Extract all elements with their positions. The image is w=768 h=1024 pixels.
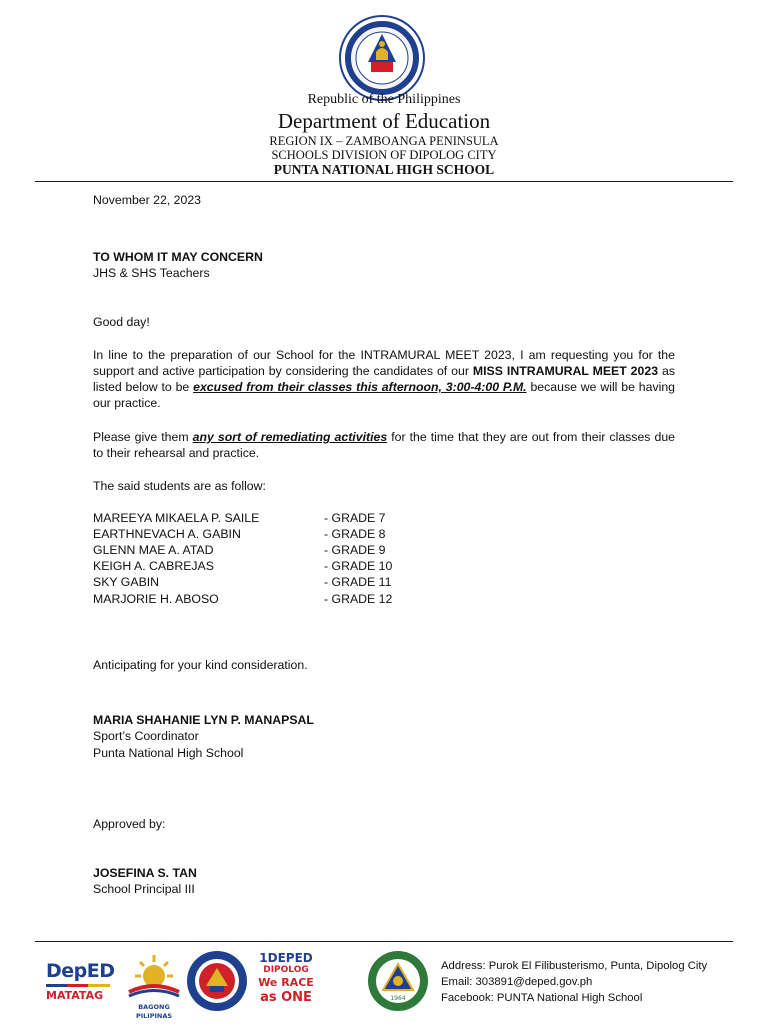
list-intro: The said students are as follow: xyxy=(93,479,266,493)
para1-emphasis: excused from their classes this afternoon, 3:00-4:00 P.M. xyxy=(193,380,527,394)
student-grade: - GRADE 10 xyxy=(324,559,393,573)
student-name: GLENN MAE A. ATAD xyxy=(93,543,214,557)
punta-nhs-seal-logo xyxy=(367,950,429,1012)
student-grade: - GRADE 12 xyxy=(324,592,393,606)
audience: JHS & SHS Teachers xyxy=(93,266,210,280)
department-title: Department of Education xyxy=(277,109,491,133)
as-one-text: as ONE xyxy=(260,990,312,1005)
deped-seal xyxy=(338,14,426,102)
signatory-name: MARIA SHAHANIE LYN P. MANAPSAL xyxy=(93,713,314,727)
student-grade: - GRADE 9 xyxy=(324,543,386,557)
sun-icon xyxy=(121,952,187,998)
footer-email: Email: 303891@deped.gov.ph xyxy=(441,976,593,988)
school-name: PUNTA NATIONAL HIGH SCHOOL xyxy=(273,162,495,177)
deped-dipolog-logo xyxy=(251,952,321,1012)
paragraph-2 xyxy=(93,429,675,461)
footer-divider xyxy=(35,941,733,942)
footer-address: Address: Purok El Filibusterismo, Punta, Dipolog City xyxy=(441,960,708,972)
deped-matatag-logo xyxy=(46,954,118,1010)
footer-facebook: Facebook: PUNTA National High School xyxy=(441,992,643,1004)
student-grade: - GRADE 7 xyxy=(324,511,386,525)
para2-emphasis: any sort of remediating activities xyxy=(192,430,388,444)
region-line: REGION IX – ZAMBOANGA PENINSULA xyxy=(269,134,499,148)
signatory-school: Punta National High School xyxy=(93,746,244,760)
approver-name: JOSEFINA S. TAN xyxy=(93,866,197,880)
division-line: SCHOOLS DIVISION OF DIPOLOG CITY xyxy=(271,148,497,162)
approved-label: Approved by: xyxy=(93,817,166,831)
student-name: KEIGH A. CABREJAS xyxy=(93,559,214,573)
student-name: SKY GABIN xyxy=(93,575,160,589)
matatag-wordmark: MATATAG xyxy=(46,989,104,1002)
paragraph-1 xyxy=(93,347,675,411)
student-name: MAREEYA MIKAELA P. SAILE xyxy=(93,511,260,525)
para1-bold: MISS INTRAMURAL MEET 2023 xyxy=(472,364,659,378)
header-divider xyxy=(35,181,733,182)
republic-line: Republic of the Philippines xyxy=(307,92,461,107)
student-name: EARTHNEVACH A. GABIN xyxy=(93,527,241,541)
para1-part-b: as listed below to be xyxy=(93,364,675,394)
para2-part-b: for the time that they are out from their classes due to their rehearsal and practice. xyxy=(93,430,675,460)
para1-part-c: because we will be having our practice. xyxy=(93,380,675,410)
greeting: Good day! xyxy=(93,315,150,329)
bagong-pilipinas-logo xyxy=(121,952,187,1020)
salutation: TO WHOM IT MAY CONCERN xyxy=(93,250,263,264)
bagong-pilipinas-text: BAGONG PILIPINAS xyxy=(135,1003,173,1020)
student-grade: - GRADE 8 xyxy=(324,527,386,541)
division-seal-logo xyxy=(186,950,248,1012)
matatag-stripe xyxy=(46,984,110,987)
letter-date: November 22, 2023 xyxy=(93,193,202,207)
deped-dipolog-top: 1DEPED xyxy=(259,951,313,965)
deped-dipolog-city: DIPOLOG xyxy=(263,965,309,975)
approver-title: School Principal III xyxy=(93,882,195,896)
signatory-title: Sport’s Coordinator xyxy=(93,729,199,743)
deped-wordmark: DepED xyxy=(46,960,115,982)
seal-year: 1964 xyxy=(390,995,406,1002)
student-grade: - GRADE 11 xyxy=(324,575,392,589)
student-name: MARJORIE H. ABOSO xyxy=(93,592,219,606)
we-race-text: We RACE xyxy=(258,976,314,989)
para1-part-a: In line to the preparation of our School for the INTRAMURAL MEET 2023, I am requesting you for the support and active participation by considering the candidates of our xyxy=(93,348,675,378)
closing-line: Anticipating for your kind consideration. xyxy=(93,658,308,672)
para2-part-a: Please give them xyxy=(93,430,189,444)
